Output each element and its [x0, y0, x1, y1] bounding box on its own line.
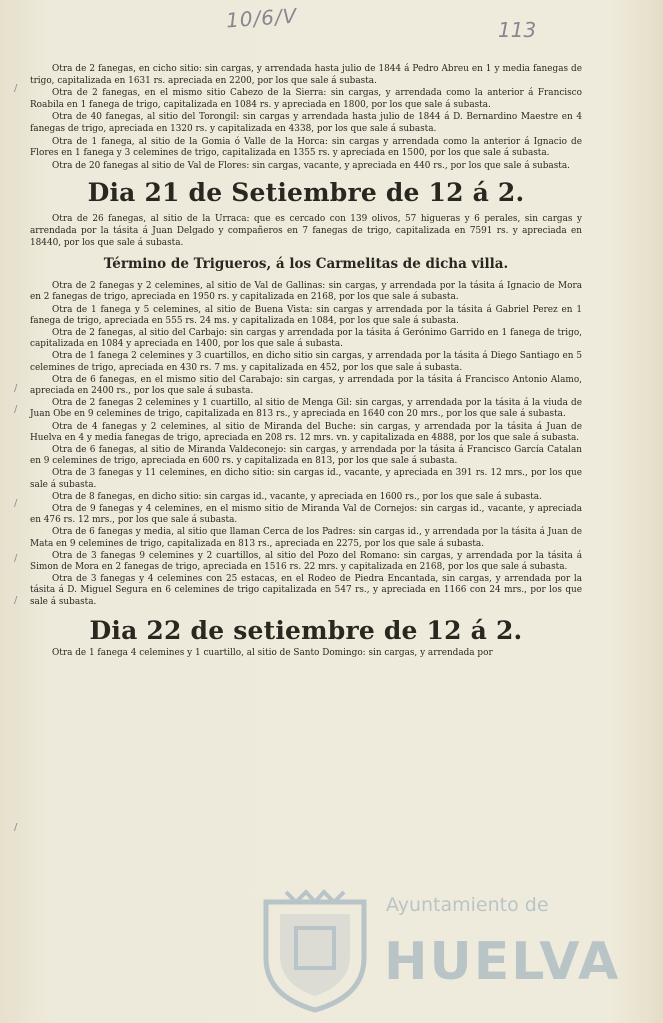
document-body — [30, 64, 582, 660]
margin-tick: / — [14, 553, 18, 564]
watermark-line-2: HUELVA — [384, 932, 621, 992]
page-number: 113 — [498, 18, 537, 42]
property-entry: Otra de 3 fanegas 9 celemines y 2 cuartillos, al sitio del Pozo del Romano: sin cargas, y arrendada por la tásita á Simon de Mora en 2 fanegas de trigo, apreciada en 1516 rs. 22 mrs. y capitalizada en 2168, por los que sale á subasta. — [30, 550, 582, 572]
property-entry: Otra de 4 fanegas y 2 celemines, al sitio de Miranda del Buche: sin cargas, y arrendada por la tásita á Juan de Huelva en 4 y media fanegas de trigo, apreciada en 208 rs. 12 mrs. vn. y capitalizada en 4888, por los que sale á subasta. — [30, 421, 582, 443]
property-entry: Otra de 1 fanega, al sitio de la Gomia ó Valle de la Horca: sin cargas y arrendada como la anterior á Ignacio de Flores en 1 fanega y 3 celemines de trigo, capitalizada en 1355 rs. y apreciada en 1500, por los que sale á subasta. — [30, 136, 582, 159]
property-entry: Otra de 26 fanegas, al sitio de la Urraca: que es cercado con 139 olivos, 57 higueras y 6 perales, sin cargas y arrendada por la tásita á Juan Delgado y compañeros en 7 fanegas de trigo, capitalizada en 7591 rs. y apreciada en 18440, por los que sale á subasta. — [30, 214, 582, 248]
property-entry: Otra de 1 fanega 2 celemines y 3 cuartillos, en dicho sitio sin cargas, y arrendada por la tásita á Diego Santiago en 5 celemines de trigo, apreciada en 430 rs. 7 ms. y capitalizada en 452, por los que sale á subasta. — [30, 351, 582, 373]
property-entry: Otra de 2 fanegas, en el mismo sitio Cabezo de la Sierra: sin cargas, y arrendada como la anterior á Francisco Roabila en 1 fanega de trigo, capitalizada en 1084 rs. y apreciada en 1800, por los que sale á subasta. — [30, 88, 582, 110]
coat-of-arms-icon — [256, 888, 374, 1014]
property-entry: Otra de 6 fanegas, en el mismo sitio del Carabajo: sin cargas, y arrendada por la tásita á Francisco Antonio Alamo, apreciada en 2400 rs., por los que sale á subasta. — [30, 374, 582, 396]
margin-tick: / — [14, 822, 18, 833]
day-22-heading: Dia 22 de setiembre de 12 á 2. — [89, 615, 523, 645]
property-entry: Otra de 9 fanegas y 4 celemines, en el mismo sitio de Miranda Val de Cornejos: sin cargas id., vacante, y apreciada en 476 rs. 12 mrs., por los que sale á subasta. — [30, 503, 582, 526]
trigueros-subheading: Término de Trigueros, á los Carmelitas de dicha villa. — [103, 256, 509, 273]
margin-tick: / — [14, 498, 18, 509]
property-entry: Otra de 6 fanegas y media, al sitio que llaman Cerca de los Padres: sin cargas id., y arrendada por la tásita á Juan de Mata en 9 celemines de trigo, capitalizada en 813 rs., apreciada en 2275, por los que sale á subasta. — [30, 527, 582, 549]
property-entry: Otra de 2 fanegas, en cicho sitio: sin cargas, y arrendada hasta julio de 1844 á Pedro Abreu en 1 y media fanegas de trigo, capitalizada en 1631 rs. apreciada en 2200, por los que sale á subasta. — [30, 64, 582, 86]
margin-tick: / — [14, 595, 18, 606]
property-entry: Otra de 6 fanegas, al sitio de Miranda Valdeconejo: sin cargas, y arrendada por la tásita á Francisco García Catalan en 9 celemines de trigo, apreciada en 600 rs. y capitalizada en 813, por los que sale á subasta. — [30, 444, 582, 467]
property-entry: Otra de 1 fanega y 5 celemines, al sitio de Buena Vista: sin cargas y arrendada por la tásita á Gabriel Perez en 1 fanega de trigo, apreciada en 555 rs. 24 ms. y capitalizada en 1084, por los que sale á subasta. — [30, 304, 582, 326]
property-entry: Otra de 8 fanegas, en dicho sitio: sin cargas id., vacante, y apreciada en 1600 rs., por los que sale á subasta. — [52, 491, 542, 502]
property-entry: Otra de 2 fanegas y 2 celemines, al sitio de Val de Gallinas: sin cargas, y arrendada por la tásita á Ignacio de Mora en 2 fanegas de trigo, apreciada en 1950 rs. y capitalizada en 2168, por los que sale á subasta. — [30, 281, 582, 303]
property-entry: Otra de 2 fanegas, al sitio del Carbajo: sin cargas y arrendada por la tásita á Gerónimo Garrido en 1 fanega de trigo, capitalizada en 1084 y apreciada en 1400, por los que sale á subasta. — [30, 327, 582, 350]
property-entry: Otra de 2 fanegas 2 celemines y 1 cuartillo, al sitio de Menga Gil: sin cargas, y arrendada por la tásita á la viuda de Juan Obe en 9 celemines de trigo, capitalizada en 813 rs., y apreciada en 1640 con 20 mrs., por los que sale á subasta. — [30, 398, 582, 420]
property-entry: Otra de 3 fanegas y 4 celemines con 25 estacas, en el Rodeo de Piedra Encantada, sin cargas, y arrendada por la tásita á D. Miguel Segura en 6 celemines de trigo capitalizada en 547 rs., y apreciada en 1166 con 24 mrs., por los que sale á subasta. — [30, 574, 582, 607]
margin-tick: / — [14, 83, 18, 94]
property-entry: Otra de 20 fanegas al sitio de Val de Flores: sin cargas, vacante, y apreciada en 440 rs., por los que sale á subasta. — [52, 160, 570, 171]
handwritten-note: 10/6/V — [225, 3, 299, 33]
property-entry: Otra de 1 fanega 4 celemines y 1 cuartillo, al sitio de Santo Domingo: sin cargas, y arrendada por — [52, 647, 493, 658]
archive-watermark — [248, 888, 648, 1018]
margin-tick: / — [14, 404, 18, 415]
day-21-heading: Dia 21 de Setiembre de 12 á 2. — [87, 178, 525, 208]
property-entry: Otra de 40 fanegas, al sitio del Torongil: sin cargas y arrendada hasta julio de 1844 á D. Bernardino Maestre en 4 fanegas de trigo, apreciada en 1320 rs. y capitalizada en 4338, por los que sale á subasta. — [30, 112, 582, 134]
margin-tick: / — [14, 383, 18, 394]
property-entry: Otra de 3 fanegas y 11 celemines, en dicho sitio: sin cargas id., vacante, y apreciada en 391 rs. 12 mrs., por los que sale á subasta. — [30, 468, 582, 490]
watermark-line-1: Ayuntamiento de — [386, 894, 549, 916]
